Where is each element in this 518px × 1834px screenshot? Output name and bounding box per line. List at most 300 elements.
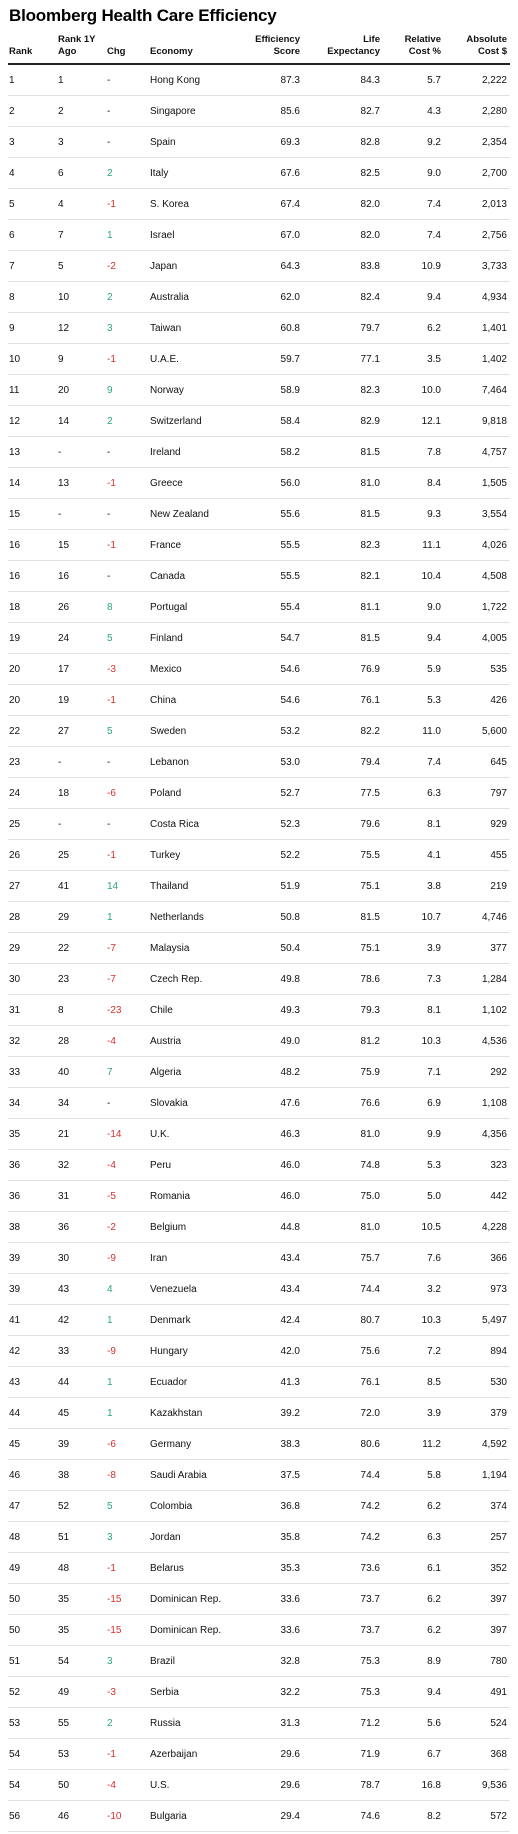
rank-cell: 53: [9, 1718, 21, 1729]
chg-cell: -: [107, 447, 111, 458]
life-expectancy-cell: 82.1: [360, 571, 380, 582]
economy-cell: Israel: [150, 230, 175, 241]
life-expectancy-cell: 76.1: [360, 1377, 380, 1388]
rank-1y-cell: 45: [58, 1408, 70, 1419]
economy-cell: Dominican Rep.: [150, 1594, 222, 1605]
life-expectancy-cell: 82.0: [360, 199, 380, 210]
absolute-cost-cell: 1,284: [481, 974, 507, 985]
economy-cell: New Zealand: [150, 509, 209, 520]
table-row: [0, 778, 518, 809]
rank-1y-cell: -: [58, 447, 62, 458]
efficiency-score-cell: 55.6: [280, 509, 300, 520]
chg-cell: -: [107, 1098, 111, 1109]
economy-cell: Canada: [150, 571, 186, 582]
table-row: [0, 220, 518, 251]
rank-1y-cell: 13: [58, 478, 70, 489]
life-expectancy-cell: 75.6: [360, 1346, 380, 1357]
relative-cost-cell: 6.9: [427, 1098, 441, 1109]
rank-cell: 54: [9, 1780, 21, 1791]
absolute-cost-cell: 1,401: [481, 323, 507, 334]
relative-cost-cell: 10.9: [421, 261, 441, 272]
economy-cell: Bulgaria: [150, 1811, 187, 1822]
rank-cell: 27: [9, 881, 21, 892]
chg-cell: 1: [107, 230, 113, 241]
chg-cell: 1: [107, 912, 113, 923]
relative-cost-cell: 10.0: [421, 385, 441, 396]
rank-1y-cell: 26: [58, 602, 70, 613]
life-expectancy-cell: 71.2: [360, 1718, 380, 1729]
chg-cell: -10: [107, 1811, 122, 1822]
rank-cell: 39: [9, 1253, 21, 1264]
rank-1y-cell: 7: [58, 230, 64, 241]
rank-cell: 49: [9, 1563, 21, 1574]
chg-cell: -1: [107, 1563, 116, 1574]
rank-cell: 19: [9, 633, 21, 644]
header-life-line1: Life: [363, 34, 380, 45]
life-expectancy-cell: 82.4: [360, 292, 380, 303]
efficiency-score-cell: 41.3: [280, 1377, 300, 1388]
table-row: [0, 1770, 518, 1801]
chg-cell: -6: [107, 1439, 116, 1450]
table-row: [0, 1584, 518, 1615]
table-row: [0, 1150, 518, 1181]
chg-cell: -4: [107, 1780, 116, 1791]
economy-cell: Italy: [150, 168, 169, 179]
rank-cell: 29: [9, 943, 21, 954]
chg-cell: -9: [107, 1253, 116, 1264]
chg-cell: -8: [107, 1470, 116, 1481]
chg-cell: -2: [107, 261, 116, 272]
relative-cost-cell: 9.4: [427, 292, 441, 303]
absolute-cost-cell: 323: [490, 1160, 507, 1171]
rank-1y-cell: 54: [58, 1656, 70, 1667]
life-expectancy-cell: 82.5: [360, 168, 380, 179]
efficiency-score-cell: 67.6: [280, 168, 300, 179]
absolute-cost-cell: 2,222: [481, 75, 507, 86]
economy-cell: Saudi Arabia: [150, 1470, 207, 1481]
economy-cell: Lebanon: [150, 757, 189, 768]
rank-1y-cell: 27: [58, 726, 70, 737]
absolute-cost-cell: 1,194: [481, 1470, 507, 1481]
rank-1y-cell: 51: [58, 1532, 70, 1543]
life-expectancy-cell: 75.1: [360, 881, 380, 892]
chg-cell: 5: [107, 633, 113, 644]
rank-1y-cell: 53: [58, 1749, 70, 1760]
life-expectancy-cell: 83.8: [360, 261, 380, 272]
absolute-cost-cell: 645: [490, 757, 507, 768]
header-rank-1y-line1: Rank 1Y: [58, 34, 96, 45]
economy-cell: Denmark: [150, 1315, 191, 1326]
chg-cell: -5: [107, 1191, 116, 1202]
rank-cell: 26: [9, 850, 21, 861]
economy-cell: Ecuador: [150, 1377, 188, 1388]
economy-cell: Finland: [150, 633, 183, 644]
rank-1y-cell: 12: [58, 323, 70, 334]
efficiency-score-cell: 49.8: [280, 974, 300, 985]
efficiency-score-cell: 58.4: [280, 416, 300, 427]
absolute-cost-cell: 2,354: [481, 137, 507, 148]
rank-1y-cell: 38: [58, 1470, 70, 1481]
table-row: [0, 1119, 518, 1150]
rank-1y-cell: 41: [58, 881, 70, 892]
life-expectancy-cell: 79.6: [360, 819, 380, 830]
economy-cell: Belarus: [150, 1563, 184, 1574]
rank-cell: 1: [9, 75, 15, 86]
table-row: [0, 716, 518, 747]
efficiency-score-cell: 37.5: [280, 1470, 300, 1481]
absolute-cost-cell: 5,497: [481, 1315, 507, 1326]
life-expectancy-cell: 74.8: [360, 1160, 380, 1171]
relative-cost-cell: 4.3: [427, 106, 441, 117]
efficiency-score-cell: 32.8: [280, 1656, 300, 1667]
absolute-cost-cell: 4,934: [481, 292, 507, 303]
rank-cell: 50: [9, 1594, 21, 1605]
efficiency-score-cell: 48.2: [280, 1067, 300, 1078]
table-row: [0, 1708, 518, 1739]
chg-cell: -1: [107, 540, 116, 551]
efficiency-score-cell: 55.5: [280, 540, 300, 551]
rank-cell: 24: [9, 788, 21, 799]
life-expectancy-cell: 82.3: [360, 540, 380, 551]
chg-cell: -: [107, 819, 111, 830]
header-relcost-line1: Relative: [404, 34, 441, 45]
chg-cell: -7: [107, 974, 116, 985]
efficiency-score-cell: 47.6: [280, 1098, 300, 1109]
rank-1y-cell: 16: [58, 571, 70, 582]
table-row: [0, 189, 518, 220]
rank-1y-cell: 29: [58, 912, 70, 923]
efficiency-score-cell: 42.4: [280, 1315, 300, 1326]
life-expectancy-cell: 77.1: [360, 354, 380, 365]
rank-1y-cell: 31: [58, 1191, 70, 1202]
efficiency-score-cell: 49.0: [280, 1036, 300, 1047]
rank-cell: 3: [9, 137, 15, 148]
life-expectancy-cell: 75.0: [360, 1191, 380, 1202]
absolute-cost-cell: 366: [490, 1253, 507, 1264]
chg-cell: -1: [107, 850, 116, 861]
efficiency-score-cell: 46.0: [280, 1191, 300, 1202]
rank-1y-cell: 15: [58, 540, 70, 551]
absolute-cost-cell: 4,746: [481, 912, 507, 923]
chg-cell: -4: [107, 1160, 116, 1171]
chg-cell: 3: [107, 323, 113, 334]
economy-cell: Azerbaijan: [150, 1749, 198, 1760]
economy-cell: Thailand: [150, 881, 189, 892]
absolute-cost-cell: 352: [490, 1563, 507, 1574]
relative-cost-cell: 7.1: [427, 1067, 441, 1078]
life-expectancy-cell: 84.3: [360, 75, 380, 86]
rank-1y-cell: 10: [58, 292, 70, 303]
absolute-cost-cell: 379: [490, 1408, 507, 1419]
life-expectancy-cell: 81.0: [360, 1222, 380, 1233]
relative-cost-cell: 5.6: [427, 1718, 441, 1729]
efficiency-score-cell: 59.7: [280, 354, 300, 365]
absolute-cost-cell: 929: [490, 819, 507, 830]
rank-cell: 48: [9, 1532, 21, 1543]
table-row: [0, 809, 518, 840]
life-expectancy-cell: 74.2: [360, 1501, 380, 1512]
relative-cost-cell: 7.4: [427, 230, 441, 241]
chg-cell: -1: [107, 354, 116, 365]
rank-1y-cell: 23: [58, 974, 70, 985]
table-row: [0, 437, 518, 468]
table-row: [0, 1336, 518, 1367]
rank-cell: 8: [9, 292, 15, 303]
chg-cell: -15: [107, 1625, 122, 1636]
table-row: [0, 561, 518, 592]
rank-cell: 14: [9, 478, 21, 489]
rank-cell: 15: [9, 509, 21, 520]
table-row: [0, 1491, 518, 1522]
header-relcost-line2: Cost %: [408, 46, 441, 57]
efficiency-score-cell: 55.5: [280, 571, 300, 582]
economy-cell: Malaysia: [150, 943, 190, 954]
economy-cell: Chile: [150, 1005, 173, 1016]
rank-1y-cell: 34: [58, 1098, 70, 1109]
table-row: [0, 1646, 518, 1677]
efficiency-score-cell: 50.8: [280, 912, 300, 923]
chg-cell: -4: [107, 1036, 116, 1047]
absolute-cost-cell: 2,013: [481, 199, 507, 210]
chg-cell: -23: [107, 1005, 122, 1016]
chg-cell: -14: [107, 1129, 122, 1140]
economy-cell: Serbia: [150, 1687, 179, 1698]
rank-cell: 35: [9, 1129, 21, 1140]
efficiency-score-cell: 38.3: [280, 1439, 300, 1450]
absolute-cost-cell: 4,026: [481, 540, 507, 551]
table-row: [0, 933, 518, 964]
rank-cell: 22: [9, 726, 21, 737]
absolute-cost-cell: 377: [490, 943, 507, 954]
chg-cell: -: [107, 137, 111, 148]
relative-cost-cell: 10.3: [421, 1315, 441, 1326]
table-row: [0, 592, 518, 623]
table-row: [0, 1181, 518, 1212]
rank-cell: 34: [9, 1098, 21, 1109]
economy-cell: U.K.: [150, 1129, 170, 1140]
life-expectancy-cell: 80.7: [360, 1315, 380, 1326]
economy-cell: Costa Rica: [150, 819, 199, 830]
absolute-cost-cell: 1,505: [481, 478, 507, 489]
chg-cell: 5: [107, 726, 113, 737]
efficiency-score-cell: 33.6: [280, 1594, 300, 1605]
economy-cell: Brazil: [150, 1656, 176, 1667]
rank-cell: 43: [9, 1377, 21, 1388]
life-expectancy-cell: 75.9: [360, 1067, 380, 1078]
rank-1y-cell: 25: [58, 850, 70, 861]
rank-1y-cell: 19: [58, 695, 70, 706]
efficiency-score-cell: 29.4: [280, 1811, 300, 1822]
economy-cell: U.S.: [150, 1780, 170, 1791]
efficiency-score-cell: 31.3: [280, 1718, 300, 1729]
table-row: [0, 251, 518, 282]
rank-1y-cell: 22: [58, 943, 70, 954]
rank-1y-cell: 36: [58, 1222, 70, 1233]
life-expectancy-cell: 71.9: [360, 1749, 380, 1760]
efficiency-score-cell: 51.9: [280, 881, 300, 892]
efficiency-score-cell: 46.3: [280, 1129, 300, 1140]
table-row: [0, 685, 518, 716]
absolute-cost-cell: 3,733: [481, 261, 507, 272]
rank-1y-cell: 40: [58, 1067, 70, 1078]
relative-cost-cell: 8.4: [427, 478, 441, 489]
absolute-cost-cell: 2,700: [481, 168, 507, 179]
table-row: [0, 1088, 518, 1119]
economy-cell: Poland: [150, 788, 182, 799]
efficiency-score-cell: 32.2: [280, 1687, 300, 1698]
rank-cell: 52: [9, 1687, 21, 1698]
relative-cost-cell: 7.3: [427, 974, 441, 985]
chg-cell: -1: [107, 1749, 116, 1760]
absolute-cost-cell: 2,756: [481, 230, 507, 241]
absolute-cost-cell: 4,592: [481, 1439, 507, 1450]
efficiency-score-cell: 52.2: [280, 850, 300, 861]
absolute-cost-cell: 4,356: [481, 1129, 507, 1140]
header-economy: Economy: [150, 46, 193, 57]
relative-cost-cell: 5.7: [427, 75, 441, 86]
economy-cell: Belgium: [150, 1222, 187, 1233]
absolute-cost-cell: 9,818: [481, 416, 507, 427]
rank-1y-cell: 6: [58, 168, 64, 179]
rank-cell: 6: [9, 230, 15, 241]
rank-cell: 23: [9, 757, 21, 768]
table-row: [0, 1677, 518, 1708]
table-row: [0, 902, 518, 933]
absolute-cost-cell: 491: [490, 1687, 507, 1698]
efficiency-score-cell: 29.6: [280, 1780, 300, 1791]
absolute-cost-cell: 4,757: [481, 447, 507, 458]
life-expectancy-cell: 80.6: [360, 1439, 380, 1450]
economy-cell: Spain: [150, 137, 176, 148]
absolute-cost-cell: 397: [490, 1625, 507, 1636]
economy-cell: Australia: [150, 292, 189, 303]
chg-cell: -3: [107, 1687, 116, 1698]
rank-cell: 51: [9, 1656, 21, 1667]
rank-1y-cell: 3: [58, 137, 64, 148]
absolute-cost-cell: 257: [490, 1532, 507, 1543]
chg-cell: -: [107, 509, 111, 520]
absolute-cost-cell: 524: [490, 1718, 507, 1729]
rank-cell: 44: [9, 1408, 21, 1419]
rank-1y-cell: 42: [58, 1315, 70, 1326]
absolute-cost-cell: 535: [490, 664, 507, 675]
efficiency-score-cell: 62.0: [280, 292, 300, 303]
table-row: [0, 1739, 518, 1770]
relative-cost-cell: 8.2: [427, 1811, 441, 1822]
relative-cost-cell: 6.1: [427, 1563, 441, 1574]
economy-cell: Algeria: [150, 1067, 182, 1078]
efficiency-score-cell: 60.8: [280, 323, 300, 334]
chg-cell: 2: [107, 416, 113, 427]
economy-cell: France: [150, 540, 182, 551]
rank-cell: 18: [9, 602, 21, 613]
rank-1y-cell: -: [58, 757, 62, 768]
efficiency-score-cell: 67.4: [280, 199, 300, 210]
relative-cost-cell: 6.2: [427, 1594, 441, 1605]
relative-cost-cell: 6.3: [427, 1532, 441, 1543]
relative-cost-cell: 10.7: [421, 912, 441, 923]
rank-1y-cell: 44: [58, 1377, 70, 1388]
header-efficiency-line1: Efficiency: [255, 34, 300, 45]
rank-1y-cell: 18: [58, 788, 70, 799]
economy-cell: China: [150, 695, 177, 706]
efficiency-score-cell: 29.6: [280, 1749, 300, 1760]
chg-cell: 14: [107, 881, 119, 892]
economy-cell: Greece: [150, 478, 183, 489]
table-row: [0, 1212, 518, 1243]
absolute-cost-cell: 4,508: [481, 571, 507, 582]
rank-1y-cell: 20: [58, 385, 70, 396]
efficiency-score-cell: 55.4: [280, 602, 300, 613]
chart-title: Bloomberg Health Care Efficiency: [9, 6, 277, 25]
rank-cell: 13: [9, 447, 21, 458]
table-row: [0, 313, 518, 344]
life-expectancy-cell: 78.7: [360, 1780, 380, 1791]
efficiency-score-cell: 58.9: [280, 385, 300, 396]
efficiency-score-cell: 50.4: [280, 943, 300, 954]
life-expectancy-cell: 81.2: [360, 1036, 380, 1047]
rank-1y-cell: 43: [58, 1284, 70, 1295]
row-divider: [8, 1831, 510, 1832]
table-row: [0, 406, 518, 437]
relative-cost-cell: 7.8: [427, 447, 441, 458]
rank-cell: 16: [9, 571, 21, 582]
absolute-cost-cell: 1,722: [481, 602, 507, 613]
table-row: [0, 1243, 518, 1274]
rank-1y-cell: 1: [58, 75, 64, 86]
chg-cell: -9: [107, 1346, 116, 1357]
rank-cell: 39: [9, 1284, 21, 1295]
rank-cell: 28: [9, 912, 21, 923]
chg-cell: 2: [107, 292, 113, 303]
life-expectancy-cell: 81.0: [360, 1129, 380, 1140]
efficiency-score-cell: 33.6: [280, 1625, 300, 1636]
economy-cell: Czech Rep.: [150, 974, 203, 985]
efficiency-score-cell: 46.0: [280, 1160, 300, 1171]
life-expectancy-cell: 82.2: [360, 726, 380, 737]
rank-1y-cell: 9: [58, 354, 64, 365]
life-expectancy-cell: 81.0: [360, 478, 380, 489]
rank-1y-cell: -: [58, 509, 62, 520]
life-expectancy-cell: 75.3: [360, 1656, 380, 1667]
rank-1y-cell: 17: [58, 664, 70, 675]
absolute-cost-cell: 9,536: [481, 1780, 507, 1791]
efficiency-score-cell: 54.6: [280, 664, 300, 675]
chg-cell: -1: [107, 199, 116, 210]
life-expectancy-cell: 75.3: [360, 1687, 380, 1698]
rank-1y-cell: 46: [58, 1811, 70, 1822]
rank-1y-cell: 35: [58, 1625, 70, 1636]
efficiency-score-cell: 44.8: [280, 1222, 300, 1233]
economy-cell: Turkey: [150, 850, 181, 861]
efficiency-score-cell: 53.0: [280, 757, 300, 768]
relative-cost-cell: 8.5: [427, 1377, 441, 1388]
economy-cell: Sweden: [150, 726, 187, 737]
absolute-cost-cell: 572: [490, 1811, 507, 1822]
chg-cell: -3: [107, 664, 116, 675]
rank-cell: 2: [9, 106, 15, 117]
chg-cell: 8: [107, 602, 113, 613]
absolute-cost-cell: 1,102: [481, 1005, 507, 1016]
relative-cost-cell: 3.9: [427, 1408, 441, 1419]
table-row: [0, 375, 518, 406]
relative-cost-cell: 3.5: [427, 354, 441, 365]
life-expectancy-cell: 82.0: [360, 230, 380, 241]
economy-cell: S. Korea: [150, 199, 189, 210]
relative-cost-cell: 5.8: [427, 1470, 441, 1481]
rank-cell: 4: [9, 168, 15, 179]
rank-1y-cell: 39: [58, 1439, 70, 1450]
